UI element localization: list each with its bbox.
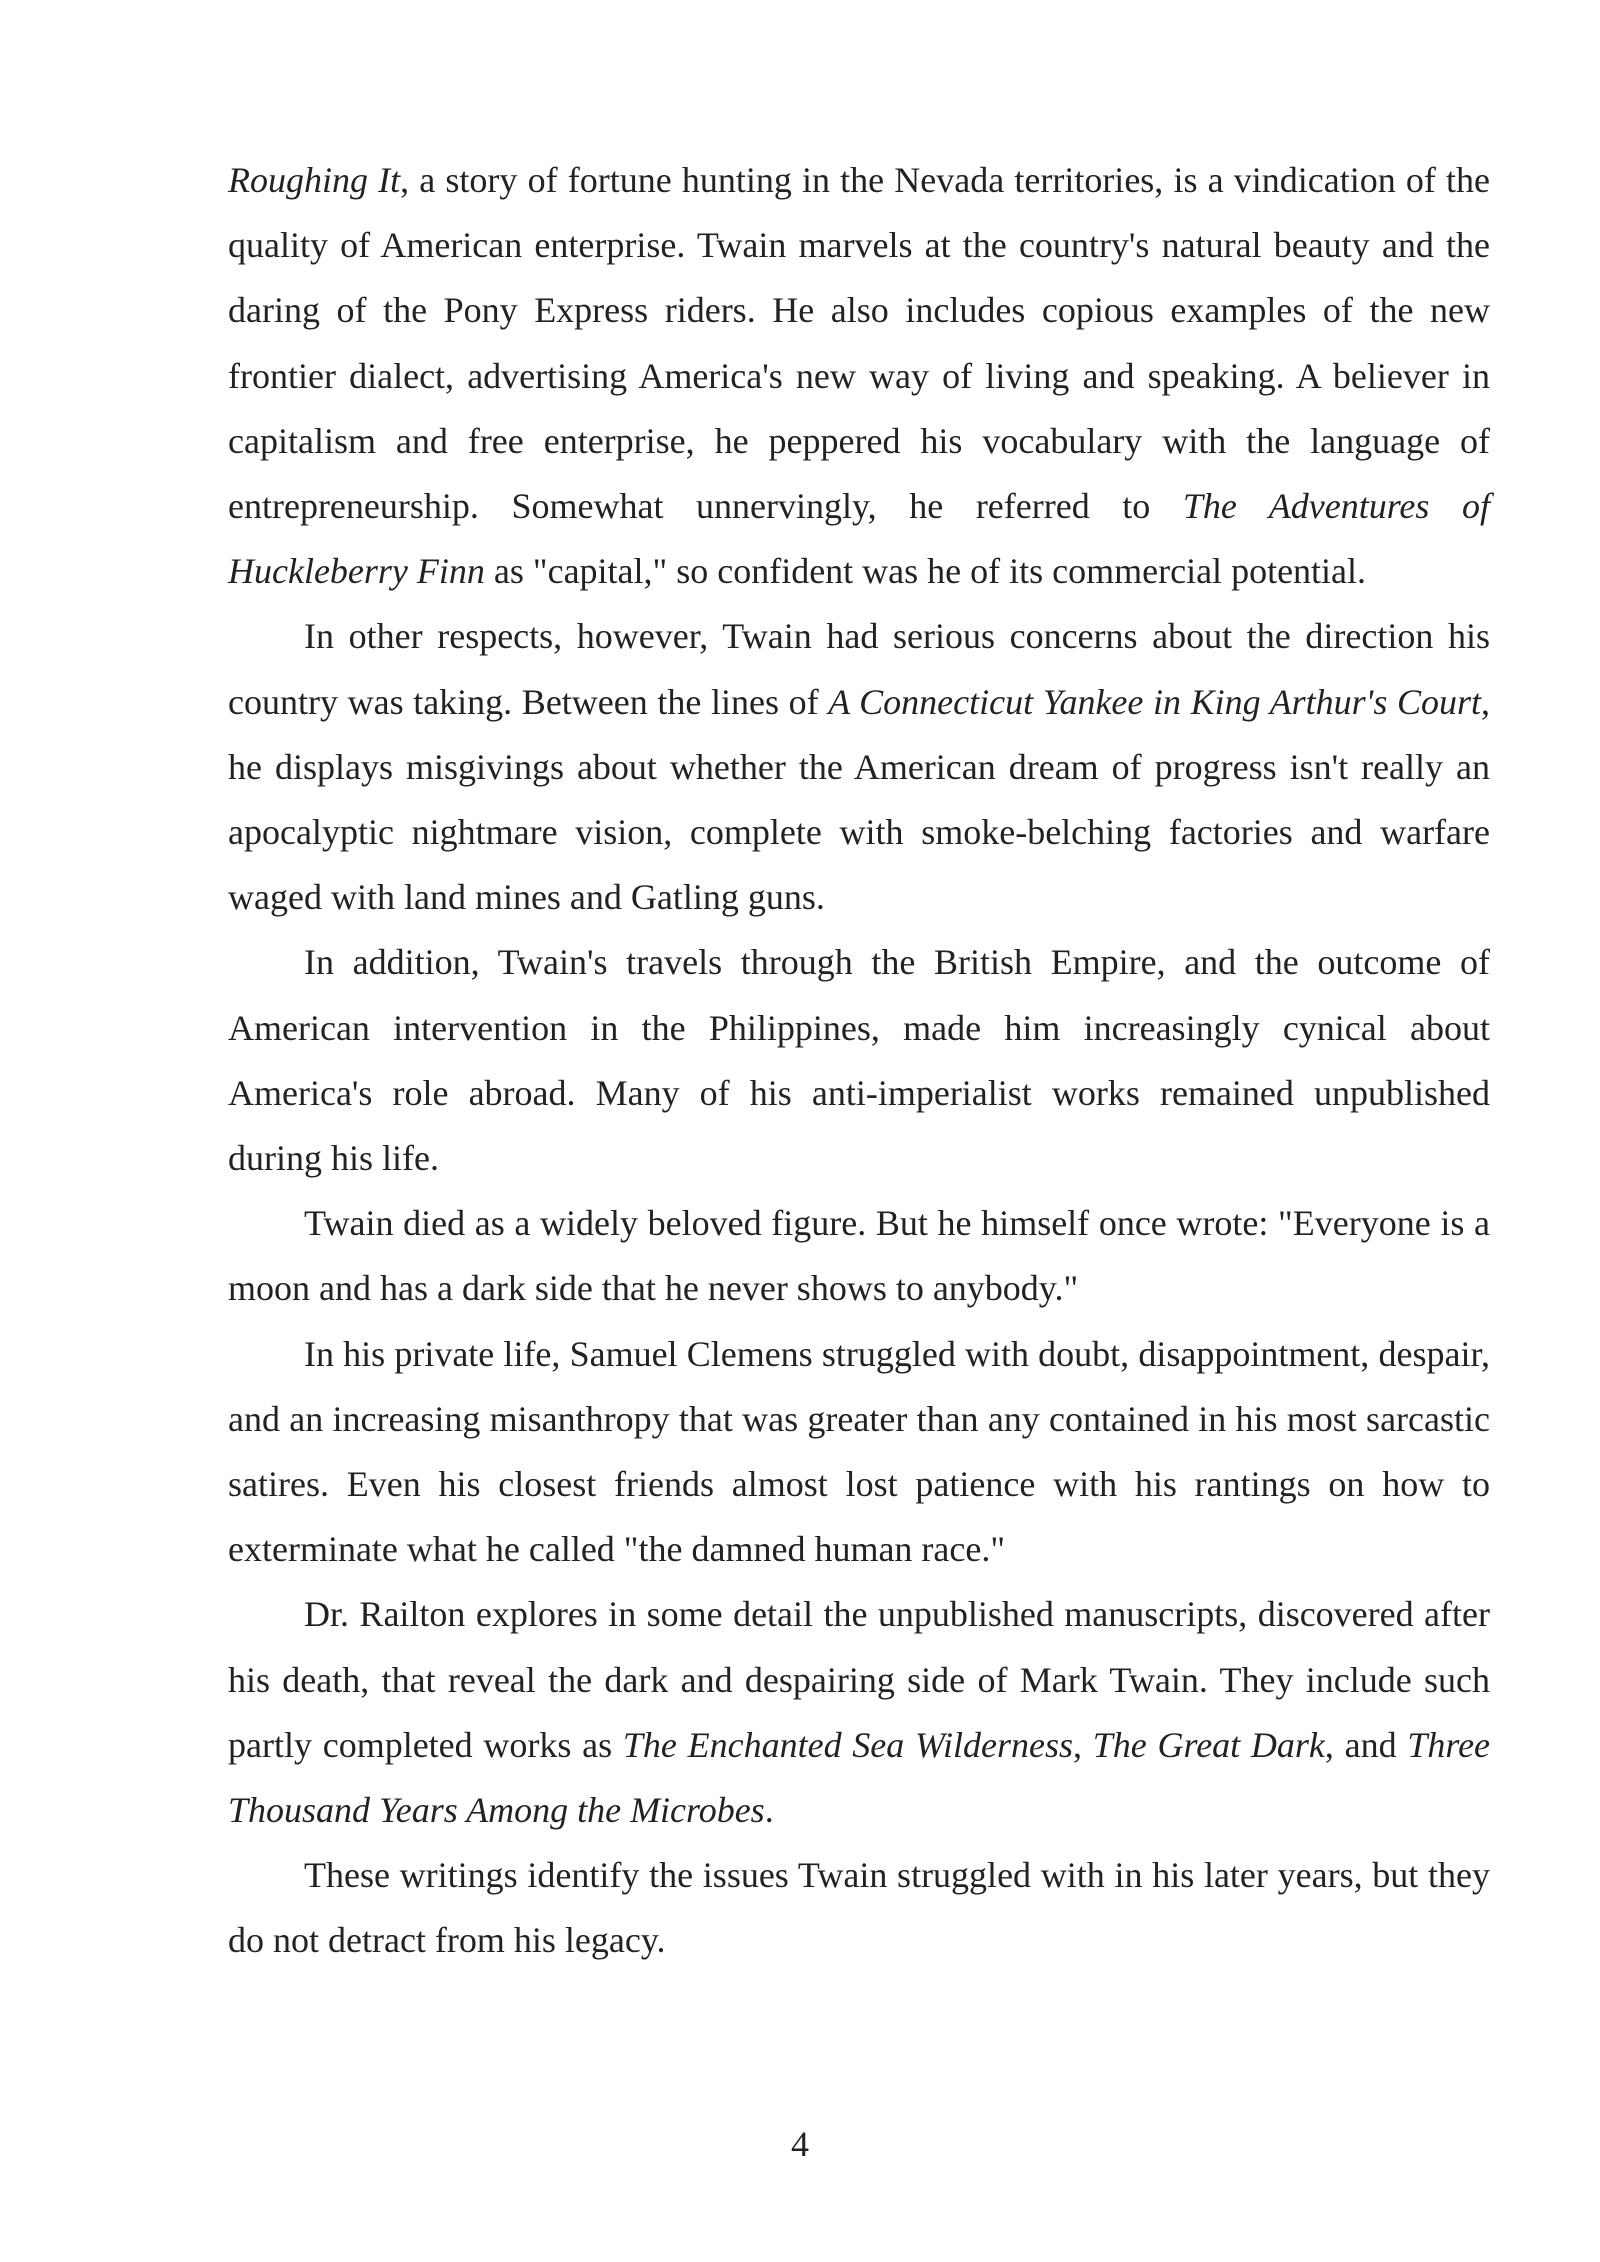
page-number: 4 [791, 2124, 809, 2164]
text-segment: In his private life, Samuel Clemens struggled with doubt, disappointment, despair, and an increasing misanthropy that was greater than any contained in his most sarcastic satires. Even his closest friends almost lost patience with his rantings on how to exterminate what he called "the damned human race." [228, 1333, 1490, 1570]
paragraph-private-life [228, 1322, 1490, 1583]
text-segment: Dr. Railton explores in some detail the unpublished manuscripts, discovered after his death, that reveal the dark and despairing side of Mark Twain. They include such partly completed works as [228, 1594, 1490, 1765]
text-segment: . [764, 1790, 774, 1831]
text-segment: In addition, Twain's travels through the British Empire, and the outcome of American intervention in the Philippines, made him increasingly cynical about America's role abroad. Many of his anti-imperialist works remained unpublished during his life. [228, 942, 1490, 1179]
text-segment: , he displays misgivings about whether the American dream of progress isn't really an apocalyptic nightmare vision, complete with smoke-belching factories and warfare waged with land mines and Gatling guns. [228, 681, 1490, 918]
title-enchanted-sea-wilderness: The Enchanted Sea Wilderness [622, 1724, 1074, 1765]
paragraph-roughing-it [228, 148, 1490, 604]
title-the-great-dark: The Great Dark [1092, 1724, 1325, 1765]
text-segment: as "capital," so confident was he of its commercial potential. [484, 551, 1367, 592]
text-segment: , a story of fortune hunting in the Nevada territories, is a vindication of the quality of American enterprise. Twain marvels at the country's natural beauty and the daring of the Pony Express riders. He also includes copious examples of the new frontier dialect, advertising America's new way of living and speaking. A believer in capitalism and free enterprise, he peppered his vocabulary with the language of entrepreneurship. Somewhat unnervingly, he referred to [228, 160, 1490, 527]
body-text [228, 148, 1490, 1974]
title-three-thousand-years: Three Thousand Years Among the Microbes [228, 1724, 1491, 1831]
paragraph-legacy [228, 1843, 1490, 1973]
title-huckleberry-finn: The Adventures of Huckleberry Finn [228, 486, 1491, 592]
paragraph-beloved-figure [228, 1191, 1490, 1321]
title-roughing-it: Roughing It [228, 160, 401, 200]
paragraph-connecticut-yankee [228, 604, 1490, 930]
text-segment: , and [1324, 1724, 1408, 1765]
text-segment: These writings identify the issues Twain struggled with in his later years, but they do not detract from his legacy. [228, 1855, 1490, 1961]
text-segment: Twain died as a widely beloved figure. But he himself once wrote: "Everyone is a moon and has a dark side that he never shows to anybody." [228, 1203, 1490, 1309]
text-segment: , [1073, 1724, 1093, 1765]
text-segment: In other respects, however, Twain had serious concerns about the direction his country was taking. Between the lines of [228, 616, 1490, 722]
paragraph-british-empire [228, 930, 1490, 1191]
title-connecticut-yankee: A Connecticut Yankee in King Arthur's Court [828, 681, 1481, 722]
paragraph-railton-manuscripts [228, 1582, 1490, 1843]
